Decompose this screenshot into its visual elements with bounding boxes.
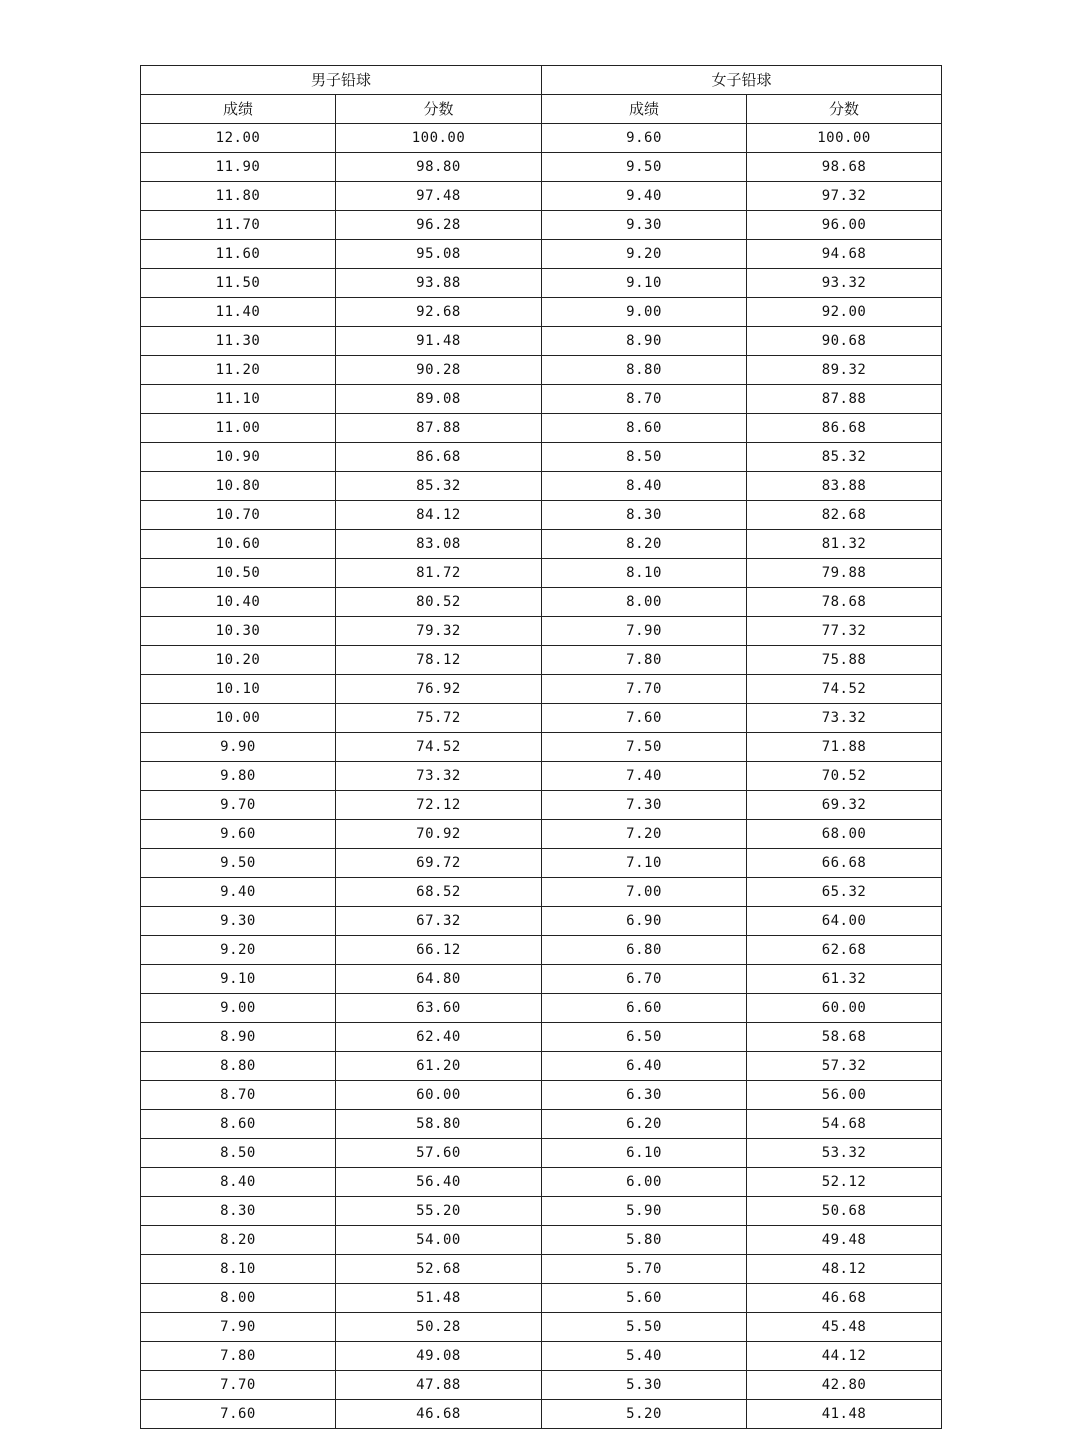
- women-score-cell: 81.32: [747, 530, 942, 559]
- men-result-cell: 8.40: [141, 1168, 336, 1197]
- women-result-cell: 5.80: [542, 1226, 747, 1255]
- women-result-cell: 6.30: [542, 1081, 747, 1110]
- women-result-cell: 6.20: [542, 1110, 747, 1139]
- men-result-cell: 11.40: [141, 298, 336, 327]
- men-result-cell: 10.90: [141, 443, 336, 472]
- women-result-header: 成绩: [542, 95, 747, 124]
- women-result-cell: 8.80: [542, 356, 747, 385]
- women-result-cell: 7.80: [542, 646, 747, 675]
- table-body: [141, 124, 942, 1429]
- table-row: [141, 994, 942, 1023]
- men-score-cell: 100.00: [336, 124, 542, 153]
- men-score-cell: 49.08: [336, 1342, 542, 1371]
- women-result-cell: 8.10: [542, 559, 747, 588]
- women-score-cell: 85.32: [747, 443, 942, 472]
- table-row: [141, 414, 942, 443]
- men-result-cell: 8.60: [141, 1110, 336, 1139]
- women-score-cell: 60.00: [747, 994, 942, 1023]
- table-row: [141, 443, 942, 472]
- men-result-cell: 10.70: [141, 501, 336, 530]
- men-result-cell: 9.20: [141, 936, 336, 965]
- women-result-cell: 9.20: [542, 240, 747, 269]
- women-score-cell: 66.68: [747, 849, 942, 878]
- table-row: [141, 1284, 942, 1313]
- men-result-cell: 11.70: [141, 211, 336, 240]
- men-result-cell: 8.50: [141, 1139, 336, 1168]
- women-result-cell: 6.50: [542, 1023, 747, 1052]
- men-score-cell: 85.32: [336, 472, 542, 501]
- men-score-cell: 92.68: [336, 298, 542, 327]
- women-score-cell: 52.12: [747, 1168, 942, 1197]
- men-result-cell: 10.20: [141, 646, 336, 675]
- women-score-cell: 87.88: [747, 385, 942, 414]
- table-row: [141, 1081, 942, 1110]
- table-row: [141, 1168, 942, 1197]
- women-result-cell: 5.30: [542, 1371, 747, 1400]
- men-score-cell: 67.32: [336, 907, 542, 936]
- table-row: [141, 704, 942, 733]
- table-row: [141, 878, 942, 907]
- women-score-cell: 82.68: [747, 501, 942, 530]
- women-result-cell: 6.00: [542, 1168, 747, 1197]
- men-result-cell: 8.80: [141, 1052, 336, 1081]
- women-result-cell: 5.40: [542, 1342, 747, 1371]
- women-result-cell: 6.70: [542, 965, 747, 994]
- men-result-cell: 9.50: [141, 849, 336, 878]
- women-result-cell: 9.60: [542, 124, 747, 153]
- women-result-cell: 5.50: [542, 1313, 747, 1342]
- men-result-cell: 10.80: [141, 472, 336, 501]
- women-result-cell: 5.20: [542, 1400, 747, 1429]
- women-score-cell: 62.68: [747, 936, 942, 965]
- women-result-cell: 9.30: [542, 211, 747, 240]
- table-row: [141, 849, 942, 878]
- men-score-cell: 90.28: [336, 356, 542, 385]
- table-row: [141, 269, 942, 298]
- women-score-cell: 44.12: [747, 1342, 942, 1371]
- women-score-cell: 90.68: [747, 327, 942, 356]
- women-score-cell: 42.80: [747, 1371, 942, 1400]
- women-score-cell: 89.32: [747, 356, 942, 385]
- men-result-cell: 9.80: [141, 762, 336, 791]
- men-result-cell: 10.50: [141, 559, 336, 588]
- women-score-cell: 56.00: [747, 1081, 942, 1110]
- women-result-cell: 6.80: [542, 936, 747, 965]
- women-result-cell: 9.40: [542, 182, 747, 211]
- women-result-cell: 7.20: [542, 820, 747, 849]
- men-score-cell: 76.92: [336, 675, 542, 704]
- men-score-cell: 58.80: [336, 1110, 542, 1139]
- table-row: [141, 762, 942, 791]
- women-score-cell: 68.00: [747, 820, 942, 849]
- men-score-cell: 81.72: [336, 559, 542, 588]
- table-row: [141, 675, 942, 704]
- women-score-cell: 100.00: [747, 124, 942, 153]
- women-score-cell: 53.32: [747, 1139, 942, 1168]
- men-result-cell: 10.40: [141, 588, 336, 617]
- men-result-header: 成绩: [141, 95, 336, 124]
- table-row: [141, 559, 942, 588]
- table-row: [141, 1313, 942, 1342]
- women-result-cell: 8.20: [542, 530, 747, 559]
- women-score-cell: 71.88: [747, 733, 942, 762]
- women-result-cell: 7.70: [542, 675, 747, 704]
- women-score-cell: 92.00: [747, 298, 942, 327]
- men-score-cell: 91.48: [336, 327, 542, 356]
- women-result-cell: 9.10: [542, 269, 747, 298]
- women-result-cell: 6.10: [542, 1139, 747, 1168]
- women-result-cell: 7.10: [542, 849, 747, 878]
- men-result-cell: 11.60: [141, 240, 336, 269]
- men-score-cell: 75.72: [336, 704, 542, 733]
- men-result-cell: 10.10: [141, 675, 336, 704]
- men-result-cell: 8.30: [141, 1197, 336, 1226]
- women-score-cell: 58.68: [747, 1023, 942, 1052]
- shot-put-score-table: [140, 65, 942, 1429]
- men-result-cell: 7.70: [141, 1371, 336, 1400]
- men-result-cell: 9.10: [141, 965, 336, 994]
- women-score-cell: 65.32: [747, 878, 942, 907]
- women-result-cell: 8.70: [542, 385, 747, 414]
- women-score-header: 分数: [747, 95, 942, 124]
- table-row: [141, 385, 942, 414]
- women-result-cell: 8.90: [542, 327, 747, 356]
- men-result-cell: 9.30: [141, 907, 336, 936]
- men-result-cell: 7.80: [141, 1342, 336, 1371]
- women-score-cell: 73.32: [747, 704, 942, 733]
- women-result-cell: 6.40: [542, 1052, 747, 1081]
- men-result-cell: 8.90: [141, 1023, 336, 1052]
- men-score-cell: 83.08: [336, 530, 542, 559]
- men-score-cell: 70.92: [336, 820, 542, 849]
- table-row: [141, 1400, 942, 1429]
- women-score-cell: 74.52: [747, 675, 942, 704]
- men-result-cell: 7.90: [141, 1313, 336, 1342]
- table-row: [141, 240, 942, 269]
- men-score-cell: 80.52: [336, 588, 542, 617]
- men-score-cell: 47.88: [336, 1371, 542, 1400]
- group-header-row: [141, 66, 942, 95]
- women-score-cell: 77.32: [747, 617, 942, 646]
- women-result-cell: 7.60: [542, 704, 747, 733]
- women-result-cell: 5.90: [542, 1197, 747, 1226]
- men-score-cell: 78.12: [336, 646, 542, 675]
- men-result-cell: 11.80: [141, 182, 336, 211]
- table-row: [141, 1197, 942, 1226]
- table-row: [141, 501, 942, 530]
- men-score-cell: 98.80: [336, 153, 542, 182]
- women-score-cell: 69.32: [747, 791, 942, 820]
- women-result-cell: 8.30: [542, 501, 747, 530]
- women-result-cell: 7.50: [542, 733, 747, 762]
- women-score-cell: 61.32: [747, 965, 942, 994]
- women-score-cell: 46.68: [747, 1284, 942, 1313]
- table-row: [141, 1342, 942, 1371]
- men-score-cell: 51.48: [336, 1284, 542, 1313]
- women-score-cell: 70.52: [747, 762, 942, 791]
- women-score-cell: 79.88: [747, 559, 942, 588]
- women-score-cell: 64.00: [747, 907, 942, 936]
- table-row: [141, 733, 942, 762]
- men-score-cell: 63.60: [336, 994, 542, 1023]
- table-row: [141, 936, 942, 965]
- table-row: [141, 791, 942, 820]
- men-score-cell: 73.32: [336, 762, 542, 791]
- men-result-cell: 10.60: [141, 530, 336, 559]
- men-result-cell: 8.20: [141, 1226, 336, 1255]
- women-result-cell: 5.60: [542, 1284, 747, 1313]
- men-score-cell: 56.40: [336, 1168, 542, 1197]
- women-result-cell: 9.50: [542, 153, 747, 182]
- men-result-cell: 7.60: [141, 1400, 336, 1429]
- men-score-cell: 57.60: [336, 1139, 542, 1168]
- men-result-cell: 10.30: [141, 617, 336, 646]
- women-score-cell: 97.32: [747, 182, 942, 211]
- men-result-cell: 8.00: [141, 1284, 336, 1313]
- men-result-cell: 11.10: [141, 385, 336, 414]
- table-row: [141, 1371, 942, 1400]
- men-result-cell: 11.90: [141, 153, 336, 182]
- table-row: [141, 1052, 942, 1081]
- table-row: [141, 1110, 942, 1139]
- women-score-cell: 50.68: [747, 1197, 942, 1226]
- men-score-cell: 52.68: [336, 1255, 542, 1284]
- men-score-cell: 89.08: [336, 385, 542, 414]
- men-result-cell: 11.20: [141, 356, 336, 385]
- women-result-cell: 8.50: [542, 443, 747, 472]
- men-result-cell: 9.90: [141, 733, 336, 762]
- women-score-cell: 48.12: [747, 1255, 942, 1284]
- men-score-cell: 66.12: [336, 936, 542, 965]
- men-score-cell: 64.80: [336, 965, 542, 994]
- women-result-cell: 6.60: [542, 994, 747, 1023]
- table-row: [141, 298, 942, 327]
- table-row: [141, 182, 942, 211]
- women-score-cell: 86.68: [747, 414, 942, 443]
- women-result-cell: 7.40: [542, 762, 747, 791]
- women-score-cell: 75.88: [747, 646, 942, 675]
- men-score-cell: 79.32: [336, 617, 542, 646]
- women-result-cell: 7.30: [542, 791, 747, 820]
- table-row: [141, 211, 942, 240]
- men-score-cell: 54.00: [336, 1226, 542, 1255]
- men-result-cell: 11.30: [141, 327, 336, 356]
- men-score-cell: 61.20: [336, 1052, 542, 1081]
- men-score-cell: 62.40: [336, 1023, 542, 1052]
- column-header-row: [141, 95, 942, 124]
- table-row: [141, 588, 942, 617]
- women-result-cell: 9.00: [542, 298, 747, 327]
- women-result-cell: 6.90: [542, 907, 747, 936]
- men-score-cell: 87.88: [336, 414, 542, 443]
- men-result-cell: 10.00: [141, 704, 336, 733]
- men-score-cell: 93.88: [336, 269, 542, 298]
- women-result-cell: 7.00: [542, 878, 747, 907]
- men-result-cell: 9.40: [141, 878, 336, 907]
- table-row: [141, 1226, 942, 1255]
- men-result-cell: 11.00: [141, 414, 336, 443]
- women-score-cell: 41.48: [747, 1400, 942, 1429]
- men-result-cell: 9.70: [141, 791, 336, 820]
- table-row: [141, 472, 942, 501]
- men-result-cell: 9.00: [141, 994, 336, 1023]
- men-score-cell: 55.20: [336, 1197, 542, 1226]
- table-row: [141, 530, 942, 559]
- men-score-cell: 86.68: [336, 443, 542, 472]
- men-shot-put-title: 男子铅球: [141, 66, 542, 95]
- women-score-cell: 57.32: [747, 1052, 942, 1081]
- score-sheet: [140, 65, 941, 1429]
- women-score-cell: 98.68: [747, 153, 942, 182]
- men-result-cell: 8.10: [141, 1255, 336, 1284]
- table-row: [141, 1023, 942, 1052]
- women-score-cell: 93.32: [747, 269, 942, 298]
- women-score-cell: 45.48: [747, 1313, 942, 1342]
- table-row: [141, 1139, 942, 1168]
- table-row: [141, 965, 942, 994]
- men-score-cell: 50.28: [336, 1313, 542, 1342]
- table-row: [141, 153, 942, 182]
- women-result-cell: 8.40: [542, 472, 747, 501]
- men-score-cell: 60.00: [336, 1081, 542, 1110]
- women-score-cell: 94.68: [747, 240, 942, 269]
- table-row: [141, 907, 942, 936]
- women-score-cell: 83.88: [747, 472, 942, 501]
- women-score-cell: 96.00: [747, 211, 942, 240]
- men-score-cell: 72.12: [336, 791, 542, 820]
- table-row: [141, 1255, 942, 1284]
- men-result-cell: 9.60: [141, 820, 336, 849]
- men-score-cell: 74.52: [336, 733, 542, 762]
- men-score-cell: 96.28: [336, 211, 542, 240]
- table-row: [141, 327, 942, 356]
- men-score-cell: 46.68: [336, 1400, 542, 1429]
- men-score-header: 分数: [336, 95, 542, 124]
- women-score-cell: 54.68: [747, 1110, 942, 1139]
- men-result-cell: 8.70: [141, 1081, 336, 1110]
- women-result-cell: 7.90: [542, 617, 747, 646]
- women-result-cell: 8.60: [542, 414, 747, 443]
- table-row: [141, 646, 942, 675]
- women-score-cell: 49.48: [747, 1226, 942, 1255]
- men-score-cell: 97.48: [336, 182, 542, 211]
- women-score-cell: 78.68: [747, 588, 942, 617]
- women-result-cell: 5.70: [542, 1255, 747, 1284]
- men-score-cell: 95.08: [336, 240, 542, 269]
- men-result-cell: 11.50: [141, 269, 336, 298]
- men-result-cell: 12.00: [141, 124, 336, 153]
- men-score-cell: 84.12: [336, 501, 542, 530]
- men-score-cell: 69.72: [336, 849, 542, 878]
- women-result-cell: 8.00: [542, 588, 747, 617]
- table-row: [141, 356, 942, 385]
- table-row: [141, 820, 942, 849]
- women-shot-put-title: 女子铅球: [542, 66, 942, 95]
- table-row: [141, 617, 942, 646]
- table-row: [141, 124, 942, 153]
- men-score-cell: 68.52: [336, 878, 542, 907]
